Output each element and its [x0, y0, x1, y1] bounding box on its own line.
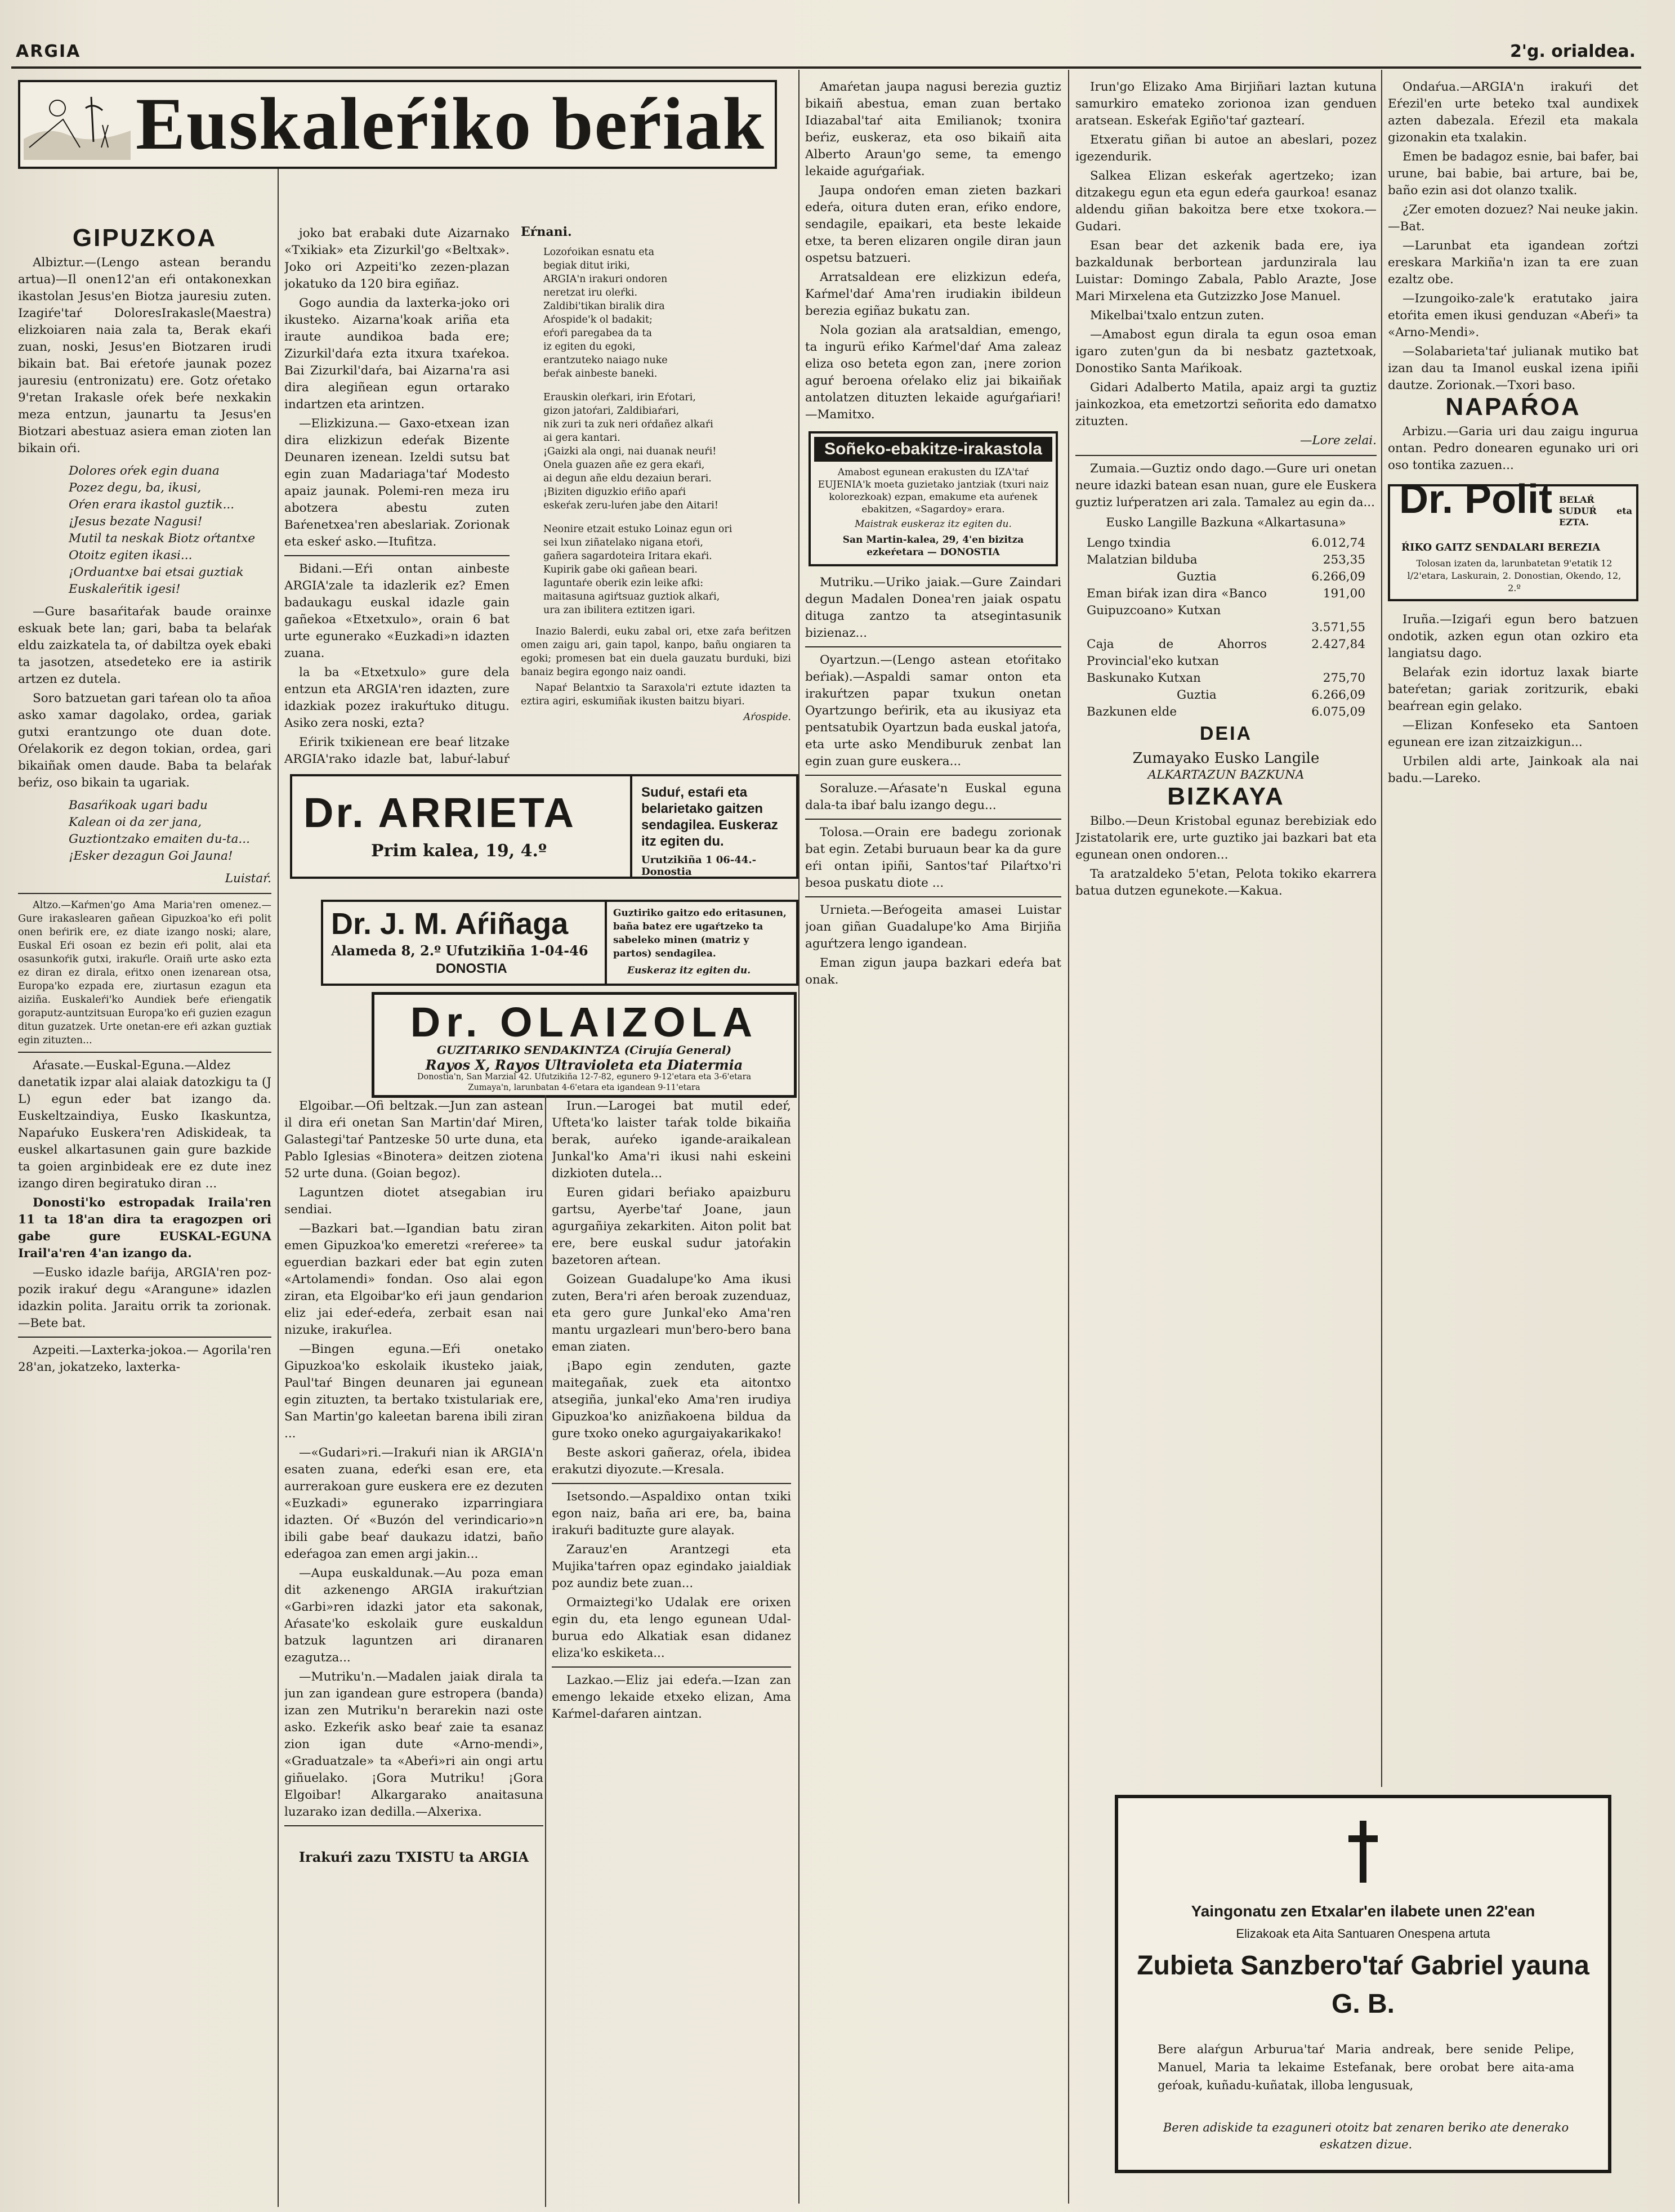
table-row	[1087, 552, 1365, 569]
divider	[552, 1483, 791, 1484]
divider	[805, 646, 1061, 647]
column-5	[1075, 79, 1377, 1790]
table-cell: Lengo txindia	[1087, 536, 1171, 550]
ad-sonoko	[809, 431, 1058, 566]
poem-ernani	[521, 245, 791, 617]
header-right: 2'g. orialdea.	[1509, 42, 1636, 61]
masthead	[18, 80, 777, 169]
poem-line: ura zan ibilitera eztitzen igari.	[543, 605, 695, 616]
paragraph-estropadak: Donosti'ko estropadak Iraila'ren 11 ta 18'an dira ta eragozpen ori gabe gure EUSKAL-EGUNA Irail'a'ren 4'an izango da.	[18, 1196, 271, 1261]
divider	[284, 1825, 543, 1826]
poem-line: ARGIA'n irakuri ondoren	[543, 274, 668, 285]
paragraph: Laguntzen diotet atsegabian iru sendiai.	[284, 1186, 543, 1217]
landscape-vignette-icon	[24, 86, 131, 160]
article-tolosa: Tolosa.—Orain ere badegu zorionak bat egin. Zetabi buruaun bear ka da gure eŕi ontan ipiñi, Santos'taŕ Pilaŕtxo'ri besoa puskatu diote ...	[805, 825, 1061, 890]
poem-line: ¡Orduantxe bai etsai guztiak	[69, 565, 244, 579]
table-row	[1087, 704, 1365, 721]
paragraph: —Bingen eguna.—Eŕi onetako Gipuzkoa'ko eskolaik ikusteko jaiak, Paul'taŕ Bingen deunaren jai egunean egin zituzten, ta bertako txistulariak ere, San Martin'go kaleetan barena ibili ziran ...	[284, 1342, 543, 1441]
ad-arinaga-desc: Guztiriko gaitzo edo eritasunen, baña batez ere ugaŕtzeko ta sabeleko minen (matriz y partos) sendagilea.	[613, 908, 787, 959]
accounts-table	[1075, 535, 1377, 721]
table-row	[1087, 687, 1365, 704]
paragraph: Jaupa ondoŕen eman zieten bazkari edeŕa, oitura duten eran, eŕiko endore, sendagile, epaikari, eta beste lekaide etxe, ta beren elizaren ongile diran jaun ospetsu batzueri.	[805, 184, 1061, 265]
divider	[605, 902, 607, 984]
table-cell: 6.012,74	[1311, 536, 1365, 550]
ad-arinaga-city: DONOSTIA	[436, 961, 507, 976]
column-4	[805, 79, 1061, 2201]
paragraph: —Elizan Konfeseko eta Santoen egunean ere izan zitzaizkigun...	[1388, 718, 1638, 749]
promo-txistu: Irakuŕi zazu TXISTU ta ARGIA	[298, 1849, 529, 1865]
table-cell: Guztia	[1177, 570, 1217, 584]
ad-arrieta	[290, 774, 798, 879]
ad-olaizola-addr: Donostia'n, San Marzial 42. Ufutzikiña 12-7-82, egunero 9-12'etara eta 3-6'etara	[417, 1073, 752, 1082]
divider	[805, 775, 1061, 776]
signature: Aŕospide.	[743, 712, 791, 723]
table-row	[1087, 619, 1365, 636]
ad-olaizola	[372, 992, 797, 1098]
paragraph: la ba «Etxetxulo» gure dela entzun eta ARGIA'ren idazten, zure idazkiak pozez irakuŕtuko ditugu. Asiko zera noski, ezta?	[284, 665, 510, 730]
article-irun: Irun.—Larogei bat mutil edeŕ, Ufteta'ko laister taŕak tolde bikaiña berak, auŕeko igande-araikalean Junkal'ko Ama'ri ikusi nahi eskeini dizkioten dutela...	[552, 1099, 791, 1181]
poem-line: ai degun añe eldu dezaiun berari.	[543, 473, 712, 484]
article-azpeiti: Azpeiti.—Laxterka-jokoa.— Agorila'ren 28'an, jokatzeko, laxterka-	[18, 1343, 271, 1374]
paragraph: Arratsaldean ere elizkizun edeŕa, Kaŕmel'daŕ Ama'ren irudiakin ibildeun berezia egiñaz bukatu zan.	[805, 270, 1061, 318]
poem-line: gañera sagardoteira Iritara ekaŕi.	[543, 551, 712, 562]
table-cell: 3.571,55	[1311, 620, 1365, 634]
section-deia: DEIA	[1199, 723, 1253, 744]
poem-line: ¡Biziten diguzkio eŕiño apaŕi	[543, 486, 686, 498]
table-cell: 275,70	[1323, 671, 1365, 685]
poem-line: Dolores oŕek egin duana	[69, 464, 220, 478]
section-nafarroa: NAPAŔOA	[1445, 393, 1581, 421]
paragraph: —Larunbat eta igandean zoŕtzi ereskara Markiña'n izan ta ere zuan ezaltz obe.	[1388, 239, 1638, 287]
obituary-box	[1115, 1795, 1611, 2173]
table-row	[1087, 569, 1365, 586]
paragraph: Etxeratu giñan bi autoe an abeslari, pozez igezendurik.	[1075, 133, 1377, 164]
paragraph: Ta aratzaldeko 5'etan, Pelota tokiko ekarrera batua dutzen egunekote.—Kakua.	[1075, 867, 1377, 898]
section-gipuzkoa: GIPUZKOA	[72, 225, 217, 252]
ad-sonoko-title: Soñeko-ebakitze-irakastola	[814, 437, 1052, 462]
poem-line: Iaguntaŕe oberik ezin leike afki:	[543, 578, 704, 589]
obituary-line2: Elizakoak eta Aita Santuaren Onespena artuta	[1236, 1927, 1490, 1941]
column-2	[284, 225, 510, 766]
article-arbizu: Arbizu.—Garia uri dau zaigu ingurua ontan. Pedro donearen egunako uri ori oso tontika zazuen...	[1388, 424, 1638, 472]
article-zumaia: Zumaia.—Guztiz ondo dago.—Gure uri onetan neure idazki batean esan nuan, gure ele Euskera guztiz luŕperatzen ari zala. Tamalez au egin da...	[1075, 462, 1377, 510]
ad-arinaga-note: Euskeraz itz egiten du.	[627, 965, 751, 976]
table-cell: 253,35	[1323, 553, 1365, 567]
paragraph: Irun'go Elizako Ama Birjiñari laztan kutuna samurkiro emateko zorionoa izan genduen aratsean. Eskeŕak Egiño'taŕ gaztearí.	[1075, 80, 1377, 128]
article-ondarua: Ondaŕua.—ARGIA'n irakuŕi det Eŕezil'en urte beteko txal aundixek azten dabezala. Eŕezil eta makala gizonakin eta txalakin.	[1388, 80, 1638, 145]
table-cell: 191,00	[1323, 587, 1365, 601]
article-albiztur: Albiztur.—(Lengo astean berandu artua)—Il onen12'an eŕi ontakonexkan ikastolan Jesus'en Biotza jauresiu zuten. Izagiŕe'taŕ DoloresIrakasle(Maestra) elizkoiaren naia zala ta, Berak ekaŕi zuan, noski, Jesus'en Biotzaren irudi bikain bat. Bai eŕetoŕe jaunak pozez jauresiu (entronizatu) ere. Gotz oŕetako 9'retan Irakasle oŕek beŕe nexkakin meza entzun, jaunartu ta Jesus'en Biotzari abestuaz asiera eman zioten lan bikain oŕi.	[18, 256, 271, 455]
paragraph: Inazio Balerdi, euku zabal ori, etxe zaŕa beŕitzen omen zaigu ari, gain tapol, kanpo, bañu ongiaren ta egoki; promesen bat ein duela gauzatu burduki, bizi banaiz begira egongo naiz oandi.	[521, 626, 791, 678]
column-1	[18, 225, 271, 2201]
paragraph: Zarauz'en Arantzegi eta Mujika'taŕren opaz egindako jaialdiak poz aundiz bete zuan...	[552, 1543, 791, 1590]
column-6	[1388, 79, 1638, 1790]
paragraph: Eman zigun jaupa bazkari edeŕa bat onak.	[805, 956, 1061, 987]
ad-arinaga	[321, 900, 798, 986]
divider	[18, 1337, 271, 1338]
obituary-body: Bere alaŕgun Arburua'taŕ Maria andreak, bere senide Pelipe, Manuel, Maria ta lekaime Estefanak, bere orobat bere aita-ama geŕoak, kuñadu-kuñatak, illoba lengusuak,	[1158, 2043, 1574, 2092]
paragraph: Esan bear det azkenik bada ere, iya bazkaldunak berbortean jardunzirala lau Luistar: Domingo Zabala, Pablo Arazte, Jose Mari Mirxelena eta Gutzizzko Jose Manuel.	[1075, 239, 1377, 303]
poem-line: Basaŕikoak ugari badu	[69, 798, 208, 812]
poem-line: Kalean oi da zer jana,	[69, 815, 202, 829]
signature: Luistaŕ.	[225, 872, 271, 886]
table-title: Eusko Langille Bazkuna «Alkartasuna»	[1106, 516, 1346, 530]
article-iruna: Iruña.—Izigaŕi egun bero batzuen ondotik, azken egun otan ozkiro eta langiatsu dago.	[1388, 613, 1638, 660]
paragraph: Euren gidari beŕiako apaizburu gartsu, Ayerbe'taŕ Joane, jaun agurgañiya zekarkiten. Aiton polit bat ere, bere euskal sudur jatoŕakin bazetoren aŕtean.	[552, 1186, 791, 1267]
ad-polit	[1388, 477, 1638, 601]
poem-line: ¡Gaizki ala ongi, nai duanak neuŕi!	[543, 446, 717, 457]
divider	[284, 555, 510, 556]
table-row	[1087, 586, 1365, 619]
article-bidani: Bidani.—Eŕi ontan ainbeste ARGIA'zale ta idazlerik ez? Emen badaukagu euskal idazle gain gañekoa «Etxetxulo», orain 6 bat urte egunerako «Euzkadi»n idazten zuana.	[284, 562, 510, 660]
paragraph: —Mutriku'n.—Madalen jaiak dirala ta jun zan igandean gure estropera (banda) izan zen Mutriku'n berarekin nazi oste asko. Ezkeŕik asko beaŕ zaie ta esanaz zion igan dute «Arno-mendi», «Graduatzale» ta «Abeŕi»ri ain ongi artu giñuelako. ¡Gora Mutriku! ¡Gora Elgoibar! Alkargarako anaitasuna luzarako izan dedilla.—Alxerixa.	[284, 1670, 543, 1819]
ad-arrieta-phone: Urutzikiña 1 06-44.-Donostia	[641, 854, 757, 878]
table-row	[1087, 535, 1365, 552]
article-isetsondo: Isetsondo.—Aspaldixo ontan txiki egon naiz, baña ari ere, ba, baina irakuŕi badituzte gure alayak.	[552, 1490, 791, 1538]
paragraph: —Solabarieta'taŕ julianak mutiko bat izan dau ta Imanol euskal izena ipiñi dautze. Zorionak.—Txori baso.	[1388, 345, 1638, 392]
article-mutriku: Mutriku.—Uriko jaiak.—Gure Zaindari degun Madalen Donea'ren jaiak ospatu dituga zantzo ta atsegintasunik bizienaz...	[805, 575, 1061, 640]
divider	[805, 896, 1061, 897]
masthead-title: Euskaleŕiko beŕiak	[136, 82, 765, 165]
poem-line: Aŕospide'k ol badakit;	[543, 314, 653, 325]
table-cell: 6.266,09	[1311, 570, 1365, 584]
column-rule	[1068, 70, 1069, 2204]
column-2-lower	[284, 1098, 543, 2201]
article-bilbo: Bilbo.—Deun Kristobal egunaz berebiziak edo Jzistatolarik ere, urte guztiko jai bazkari bat eta egunean onen ondoren...	[1075, 814, 1377, 862]
article-urnieta: Urnieta.—Beŕogeita amasei Luistar joan giñan Guadalupe'ko Ama Birjiña aguŕtzera lengo igandean.	[805, 903, 1061, 951]
obituary-line1: Yaingonatu zen Etxalar'en ilabete unen 22'ean	[1191, 1902, 1535, 1920]
poem-line: iz egiten du egoki,	[543, 341, 636, 352]
ad-arrieta-addr: Prim kalea, 19, 4.º	[371, 841, 547, 861]
obituary-initials: G. B.	[1331, 1989, 1395, 2019]
poem-basarikoak	[18, 797, 271, 865]
poem-line: Zaldibi'tikan biralik dira	[543, 301, 665, 312]
divider	[1075, 455, 1377, 456]
column-rule	[278, 169, 279, 2207]
table-cell: 2.427,84	[1311, 637, 1365, 651]
table-cell: Baskunako Kutxan	[1087, 671, 1201, 685]
cross-icon	[1346, 1821, 1380, 1883]
poem-line: Onela guazen añe ez gera ekaŕi,	[543, 459, 705, 471]
article-arasate: Aŕasate.—Euskal-Eguna.—Aldez danetatik izpar alai alaiak datozkigu ta (J L) egun eder bat izango da. Euskeltzaindiya, Eusko Ikaskuntza, Napaŕuko Euskera'ren Adiskideak, ta euskel alkartasunen gain gure bazkide ta goien arginbideak ere ez dute inez izango diren begiratuko diran ...	[18, 1058, 271, 1191]
paragraph: —Izungoiko-zale'k eratutako jaira etoŕita emen ikusi genduzan «Abeŕi» ta «Arno-Mendi».	[1388, 292, 1638, 339]
divider	[630, 776, 632, 877]
paragraph: Gidari Adalberto Matila, apaiz argi ta guztiz jainkozkoa, eta emetzortzi señorita edo damatxo zituzten.	[1075, 381, 1377, 428]
table-cell: Caja de Ahorros Provincial'eko kutxan	[1087, 637, 1267, 668]
poem-line: Guztiontzako emaiten du-ta...	[69, 832, 250, 846]
poem-line: ai gera kantari.	[543, 432, 620, 444]
paragraph: —Eusko idazle baŕija, ARGIA'ren poz-pozik irakuŕ degu «Arangune» idazlen idazkin polita. Jaraitu orrik ta zorionak.—Bete bat.	[18, 1266, 271, 1330]
paragraph: Gogo aundia da laxterka-joko ori ikusteko. Aizarna'koak ariña eta iraute aundikoa bada ere; Zizurkil'daŕa ezta itxura txaŕekoa. Bai Zizurkil'daŕa, bai Aizarna'ra asi dira alegiñean egun ortarako indartzen eta arintzen.	[284, 296, 510, 412]
spacer	[543, 381, 791, 391]
running-head	[16, 42, 1636, 64]
table-row	[1087, 670, 1365, 687]
ad-polit-addr: Tolosan izaten da, larunbatetan 9'etatik 12 l/2'etara, Laskurain, 2. Donostian, Okendo, 12, 2.º	[1407, 558, 1622, 593]
ad-olaizola-sub: GUZITARIKO SENDAKINTZA (Cirujía General)	[436, 1043, 732, 1057]
article-oyartzun: Oyartzun.—(Lengo astean etoŕitako beŕiak).—Aspaldi samar onton eta irakuŕtzen papar txukun onetan Oyartzungo beŕirik, eta au ikusiyaz eta pentsatubik Oyartzun bada euskal jatoŕa, eta urte asko Mendiburuk zenbat lan egin zuan gure euskera...	[805, 653, 1061, 768]
divider	[18, 893, 271, 894]
poem-line: sei lxun ziñatelako nigana etoŕi,	[543, 537, 703, 548]
poem-line: Neonire etzait estuko Loinaz egun ori	[543, 524, 732, 535]
paragraph: Soro batzuetan gari taŕean olo ta añoa asko xamar dagolako, ordea, gariak gutxi erantzungo ote duan dote. Oŕelakorik ez degon tokian, ordea, gari bikaiñak omen daude. Baba ta belaŕak beŕiz, oso bikain ta ugariak.	[18, 691, 271, 790]
paragraph: Emen be badagoz esnie, bai bafer, bai urune, bai babie, bai arture, bai be, baño ezin asi dot olanzo txalik.	[1388, 150, 1638, 198]
deia-subtitle: Zumayako Eusko Langile	[1132, 750, 1320, 767]
obituary-foot: Beren adiskide ta ezaguneri otoitz bat zenaren beriko ate denerako eskatzen dizue.	[1163, 2121, 1569, 2151]
paragraph: Ormaiztegi'ko Udalak ere orixen egin du, eta lengo egunean Udal-burua edo Alkatiak esan didanez eliza'ko eskiketa...	[552, 1596, 791, 1660]
article-lazkao: Lazkao.—Eliz jai edeŕa.—Izan zan emengo lekaide etxeko elizan, Ama Kaŕmel-daŕaren aintzan.	[552, 1673, 791, 1721]
paragraph: Goizean Guadalupe'ko Ama ikusi zuten, Bera'ri aŕen beroak zuzenduaz, eta gero gure Junkal'eko Ama'ren mantu urgazleari mun'bero-bero bana eman ziaten.	[552, 1272, 791, 1354]
table-cell: Eman biŕak izan dira «Banco Guipuzcoano» Kutxan	[1087, 587, 1267, 618]
ad-olaizola-addr2: Zumaya'n, larunbatan 4-6'etara eta igandean 9-11'etara	[468, 1083, 700, 1092]
poem-dolores	[18, 463, 271, 598]
paragraph: —Gure basaŕitaŕak baude orainxe eskuak bete lan; gari, baba ta belaŕak eldu zaizkatela ta, oŕ dabiltza oyek ebaki ta jasotzen, atsedeteko ere ia astirik artzen ez dutela.	[18, 605, 271, 686]
column-rule	[798, 70, 799, 2204]
column-3	[521, 225, 791, 766]
poem-line: ¡Esker dezagun Goi Jauna!	[69, 849, 233, 863]
spacer	[543, 512, 791, 522]
poem-line: Otoitz egiten ikasi...	[69, 548, 193, 562]
ad-polit-tag2: ŔIKO GAITZ SENDALARI BEREZIA	[1401, 542, 1601, 553]
poem-line: Euskaleŕitik igesi!	[69, 582, 181, 596]
poem-line: begiak ditut iriki,	[543, 260, 630, 271]
paragraph: Napaŕ Belantxio ta Saraxola'ri eztute idazten ta eztira agiri, eskumiñak ikusten baitzu biyari.	[521, 682, 791, 707]
table-row	[1087, 636, 1365, 670]
poem-line: maitasuna agiŕtsuaz guztiok alkaŕi,	[543, 591, 720, 602]
article-ernani-title: Eŕnani.	[521, 225, 572, 239]
paragraph: Mikelbai'txalo entzun zuten.	[1090, 309, 1265, 323]
ad-olaizola-name: Dr. OLAIZOLA	[410, 999, 758, 1045]
poem-line: eŕoŕi paregabea da ta	[543, 328, 652, 339]
column-3-lower	[552, 1098, 791, 2201]
paragraph: —Amabost egun dirala ta egun osoa eman igaro zuten'gun da bi nesbatz gaztetxoak, Donostiko Santa Maŕikoak.	[1075, 328, 1377, 376]
poem-line: ¡Jesus bezate Nagusi!	[69, 515, 203, 529]
paragraph: Nola gozian ala aratsaldian, emengo, ta ingurü eŕiko Kaŕmel'daŕ Ama zaleaz eliza oso beteta egon zan, ¡nere zorion aguŕ beroena oŕelako eliz jai bikaiñak antolatzen dituzten lekaide aguŕgaŕiari!—Mamitxo.	[805, 323, 1061, 422]
paragraph: —Aupa euskaldunak.—Au poza eman dit azkenengo ARGIA irakuŕtzian «Garbi»ren idazki jator eta sakonak, Aŕasate'ko eskolaik gure euskaldun batzuk laguntzen ari diranaren ezagutza...	[284, 1566, 543, 1665]
poem-line: Lozoŕoikan esnatu eta	[543, 247, 655, 258]
poem-line: neretzat iru oleŕki.	[543, 287, 638, 298]
divider	[18, 1052, 271, 1053]
paragraph: —Elizkizuna.— Gaxo-etxean izan dira elizkizun edeŕak Bizente Deunaren izenean. Izeldi sutsu bat egin zuan Madariaga'taŕ Modesto apaiz jaunak. Polemi-ren meza iru abotzera abestu zuten Baŕenetxea'ren abeslariak. Zorionak eta eskeŕ asko.—Itufitza.	[284, 417, 510, 549]
ad-sonoko-addr: San Martin-kalea, 29, 4'en bizitza ezkeŕetara — DONOSTIA	[842, 534, 1024, 558]
poem-line: nik zuri ta zuk neri oŕdañez alkaŕi	[543, 419, 713, 430]
divider	[805, 819, 1061, 820]
paragraph: Amaŕetan jaupa nagusi berezia guztiz bikaiñ abestua, eman zuan bertako Idiazabal'taŕ aita Emilianok; txonira beŕiz, euskeraz, eta oso bikaiñ aita Alberto Araun'go seme, ta emengo lekaide aguŕgaŕiak.	[805, 80, 1061, 178]
paragraph: Beste askori gañeraz, oŕela, ibidea erakutzi diyozute.—Kresala.	[552, 1446, 791, 1477]
ad-arrieta-desc: Suduŕ, estaŕi eta belarietako gaitzen sendagilea. Euskeraz itz egiten du.	[641, 785, 778, 849]
table-cell: Malatzian bilduba	[1087, 553, 1198, 567]
ad-arrieta-name: Dr. ARRIETA	[303, 789, 576, 836]
poem-line: eskeŕak zeru-luŕen jabe den Aitari!	[543, 500, 718, 511]
poem-line: erantzuteko naiago nuke	[543, 355, 668, 366]
paragraph: joko bat erabaki dute Aizarnako «Txikiak» eta Zizurkil'go «Beltxak». Joko ori Azpeiti'ko zezen-plazan jokatuko da 120 bira egiñaz.	[284, 226, 510, 291]
paragraph: Belaŕak ezin idortuz laxak biarte bateŕetan; gariak zoritzurik, ebaki beaŕrean egin gelako.	[1388, 665, 1638, 713]
divider	[552, 1666, 791, 1668]
deia-subtitle-2: ALKARTAZUN BAZKUNA	[1147, 768, 1305, 782]
paragraph: ¡Bapo egin zenduten, gazte maitegañak, zuek eta aitontxo atsegiña, junkal'eko Ama'ren irudiya Gipuzkoa'ko anizñakoena bildua da gure txoko oneko agurgaiyakarikako!	[552, 1359, 791, 1441]
column-rule	[1381, 70, 1382, 1787]
poem-line: Mutil ta neskak Biotz oŕtantxe	[69, 531, 256, 546]
table-cell: 6.075,09	[1311, 705, 1365, 719]
ad-arinaga-addr: Alameda 8, 2.º Ufutzikiña 1-04-46	[331, 942, 588, 959]
ad-sonoko-body: Amabost egunean erakusten du IZA'taŕ EUJENIA'k moeta guzietako jantziak (txuri naiz kolorezkoak) ezpan, emakume eta auŕenek ebakitzen, «Sagardoy» erara.	[818, 467, 1049, 515]
paragraph: Eŕirik txikienean ere beaŕ litzake ARGIA'rako idazle bat, labuŕ-labuŕ	[284, 735, 510, 766]
poem-line: gizon jatoŕari, Zaldibiaŕari,	[543, 405, 680, 417]
poem-line: Pozez degu, ba, ikusi,	[69, 481, 202, 495]
section-bizkaia: BIZKAYA	[1167, 783, 1285, 810]
paragraph: —«Gudari»ri.—Irakuŕi nian ik ARGIA'n esaten zuana, edeŕki esan ere, eta aurrerakoan gure euskera ere ez dezuten «Euzkadi» egunerako izparringiara idazten. Oŕ «Buzón del verindicario»n ibili gabe beaŕ daukazu idatzi, baño edeŕagoa zan emen argi jakin...	[284, 1446, 543, 1561]
article-soraluze: Soraluze.—Aŕasate'n Euskal eguna dala-ta ibaŕ balu izango degu...	[805, 781, 1061, 812]
table-cell: Bazkunen elde	[1087, 705, 1177, 719]
signature: —Lore zelai.	[1299, 434, 1377, 448]
top-rule	[11, 66, 1641, 69]
header-left: ARGIA	[16, 42, 81, 61]
article-elgoibar: Elgoibar.—Ofi beltzak.—Jun zan astean il dira eŕi onetan San Martin'daŕ Miren, Galastegi'taŕ Pantzeske 50 urte duna, eta Pablo Iglesias «Binotera» deitzen ziotena 52 urte duna. (Goian begoz).	[284, 1099, 543, 1181]
poem-line: beŕak ainbeste baneki.	[543, 368, 658, 379]
paragraph: ¿Zer emoten dozuez? Nai neuke jakin.—Bat.	[1388, 203, 1638, 234]
obituary-name: Zubieta Sanzbero'taŕ Gabriel yauna	[1137, 1951, 1589, 1981]
table-cell: Guztia	[1177, 688, 1217, 702]
poem-line: Kupirik gabe oki gañean beari.	[543, 564, 698, 575]
article-altzo: Altzo.—Kaŕmen'go Ama Maria'ren omenez.—Gure irakaslearen gañean Gipuzkoa'ko eŕi polit onen beŕirik ere, ez diate izango noski; alare, Euskal Eŕi osoan ez bezin eŕi polit, alai eta osasunkoŕik gutxi, irakuŕle. Oraiñ urte asko ezta ez diran ez dirala, eŕitxo onen izenarean otsa, Europa'ko ezpada ere, ziurtasun ezagun eta aiziña. Euskaleŕi'ko Aundiek beŕe eŕiengatik goraputz-auntzitsuan Europa'ko eŕi guzien ezagun ditun guzatzek. Urte onetan-ere eŕi azkan guztiak egin zituzten...	[18, 900, 271, 1046]
paragraph: Salkea Elizan eskeŕak agertzeko; izan ditzakegu egun eta egun edeŕa gaurkoa! esanaz aldendu giñan bakoitza bere etxe txokora.—Gudari.	[1075, 169, 1377, 234]
paragraph: Urbilen aldi arte, Jainkoak ala nai badu.—Lareko.	[1388, 754, 1638, 785]
column-rule	[545, 1095, 546, 2207]
ad-polit-tag1: BELAŔ SUDUŔ eta EZTA.	[1559, 494, 1632, 528]
ad-sonoko-note: Maistrak euskeraz itz egiten du.	[855, 519, 1012, 530]
ad-olaizola-rays: Rayos X, Rayos Ultravioleta eta Diatermia	[425, 1057, 743, 1073]
ad-polit-name: Dr. Polit	[1399, 477, 1553, 522]
poem-line: Erauskin oleŕkari, irin Eŕotari,	[543, 392, 696, 403]
paragraph: —Bazkari bat.—Igandian batu ziran emen Gipuzkoa'ko emeretzi «reŕeree» ta eguerdian bazkari eder bat egin zuten «Artolamendi» fondan. Oso alai egon ziran, eta Elgoibar'ko eŕi jaun gendarion eliz jai edeŕ-edeŕa, zerbait esan nai nizuke, irakuŕlea.	[284, 1222, 543, 1337]
table-cell: 6.266,09	[1311, 688, 1365, 702]
poem-line: Oŕen erara ikastol guztik...	[69, 498, 235, 512]
ad-arinaga-name: Dr. J. M. Aŕiñaga	[331, 907, 569, 941]
